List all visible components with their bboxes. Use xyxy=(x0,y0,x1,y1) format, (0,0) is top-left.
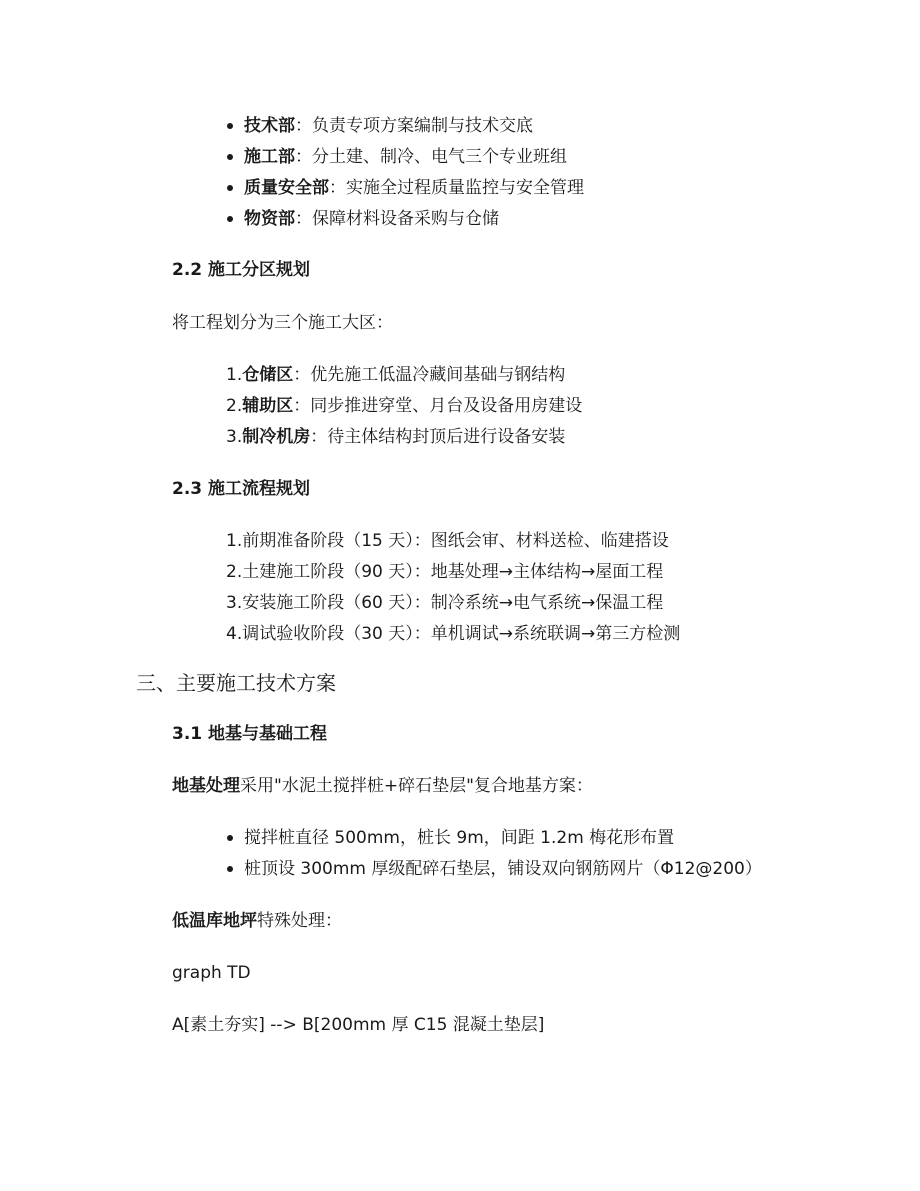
bullet-dot xyxy=(227,185,233,191)
bullet-dot xyxy=(227,123,233,129)
dept-term: 技术部 xyxy=(244,116,295,136)
ordered-item-zone-1 xyxy=(226,364,565,386)
list-item-gravel-spec: 桩顶设 300mm 厚级配碎石垫层，铺设双向钢筋网片（Φ12@200） xyxy=(244,859,762,879)
list-item-dept-4 xyxy=(244,208,499,230)
dept-term: 施工部 xyxy=(244,147,295,167)
zone-desc: ：同步推进穿堂、月台及设备用房建设 xyxy=(293,396,583,416)
paragraph-term: 地基处理 xyxy=(172,776,240,796)
paragraph-text: 特殊处理： xyxy=(257,911,342,931)
paragraph-floor xyxy=(172,910,342,932)
item-number: 3. xyxy=(226,593,243,613)
item-number: 1. xyxy=(226,365,243,385)
phase-text: 前期准备阶段（15 天）：图纸会审、材料送检、临建搭设 xyxy=(242,531,669,551)
ordered-item-phase-3 xyxy=(226,592,663,614)
list-item-dept-3 xyxy=(244,177,584,199)
section-intro-2-2: 将工程划分为三个施工大区： xyxy=(172,313,393,333)
item-number: 3. xyxy=(226,427,243,447)
bullet-dot xyxy=(227,216,233,222)
ordered-item-phase-1 xyxy=(226,530,669,552)
dept-desc: ：分土建、制冷、电气三个专业班组 xyxy=(295,147,567,167)
ordered-item-zone-2 xyxy=(226,395,582,417)
list-item-dept-2 xyxy=(244,146,567,168)
dept-desc: ：实施全过程质量监控与安全管理 xyxy=(329,178,584,198)
code-line-graph: graph TD xyxy=(172,963,251,983)
ordered-item-phase-4 xyxy=(226,623,680,645)
bullet-dot xyxy=(227,835,233,841)
paragraph-text: 采用"水泥土搅拌桩+碎石垫层"复合地基方案： xyxy=(240,776,593,796)
item-number: 1. xyxy=(226,531,243,551)
section-heading-2-3: 2.3 施工流程规划 xyxy=(172,479,311,499)
zone-desc: ：待主体结构封顶后进行设备安装 xyxy=(310,427,566,447)
paragraph-foundation xyxy=(172,775,593,797)
zone-term: 仓储区 xyxy=(242,365,294,385)
zone-term: 制冷机房 xyxy=(242,427,311,447)
dept-term: 质量安全部 xyxy=(244,178,329,198)
bullet-dot xyxy=(227,154,233,160)
paragraph-term: 低温库地坪 xyxy=(172,911,257,931)
dept-desc: ：保障材料设备采购与仓储 xyxy=(295,209,499,229)
zone-desc: ：优先施工低温冷藏间基础与钢结构 xyxy=(293,365,566,385)
item-number: 2. xyxy=(226,562,243,582)
item-number: 4. xyxy=(226,624,243,644)
dept-desc: ：负责专项方案编制与技术交底 xyxy=(295,116,533,136)
code-line-flow: A[素土夯实] --> B[200mm 厚 C15 混凝土垫层] xyxy=(172,1015,545,1035)
section-heading-2-2: 2.2 施工分区规划 xyxy=(172,260,311,280)
bullet-dot xyxy=(227,866,233,872)
phase-text: 安装施工阶段（60 天）：制冷系统→电气系统→保温工程 xyxy=(242,593,664,613)
list-item-pile-spec: 搅拌桩直径 500mm，桩长 9m，间距 1.2m 梅花形布置 xyxy=(244,828,675,848)
section-heading-3-1: 3.1 地基与基础工程 xyxy=(172,724,328,744)
ordered-item-phase-2 xyxy=(226,561,663,583)
dept-term: 物资部 xyxy=(244,209,295,229)
phase-text: 调试验收阶段（30 天）：单机调试→系统联调→第三方检测 xyxy=(242,624,681,644)
ordered-item-zone-3 xyxy=(226,426,565,448)
chapter-heading-3: 三、主要施工技术方案 xyxy=(136,671,336,695)
list-item-dept-1 xyxy=(244,115,533,137)
zone-term: 辅助区 xyxy=(242,396,294,416)
item-number: 2. xyxy=(226,396,243,416)
phase-text: 土建施工阶段（90 天）：地基处理→主体结构→屋面工程 xyxy=(242,562,664,582)
